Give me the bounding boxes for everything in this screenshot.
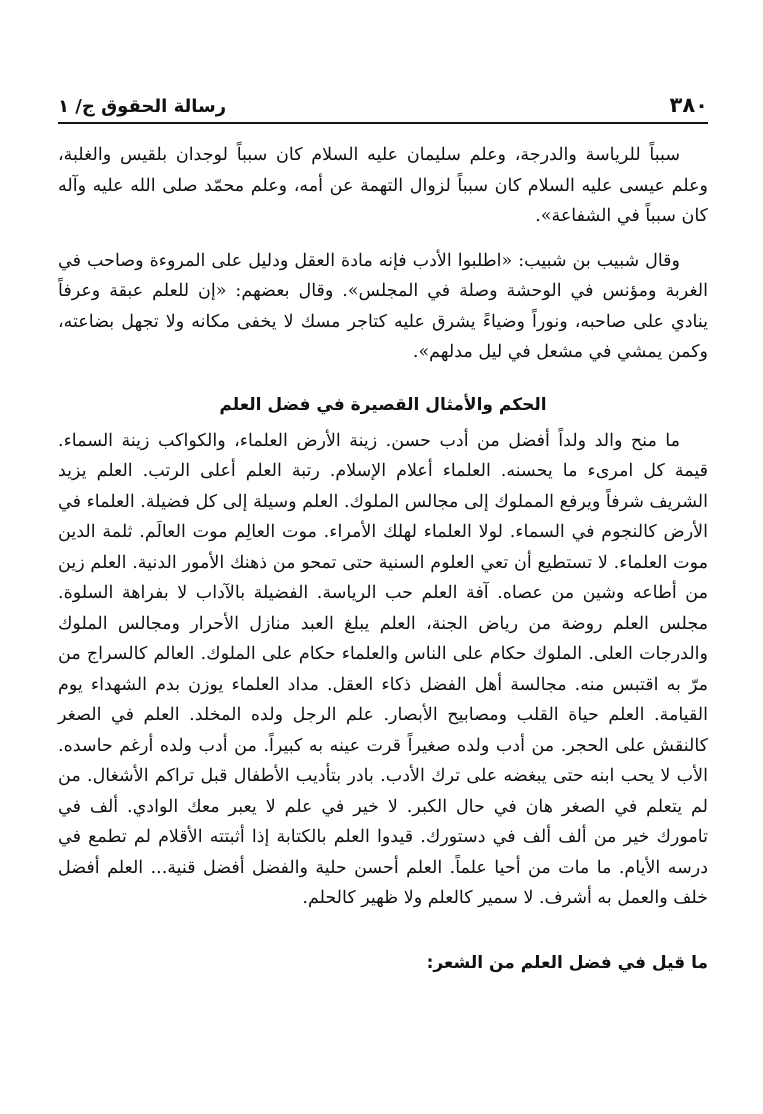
page-number: ٣٨٠ [669, 93, 708, 117]
paragraph: وقال شبيب بن شبيب: «اطلبوا الأدب فإنه مادة العقل ودليل على المروءة وصاحب في الغربة ومؤنس في الوحشة وصلة في المجلس». وقال بعضهم: «إن للعلم عبقة وعرفاً ينادي على صاحبه، ونوراً وضياءً يشرق عليه كتاجر مسك لا يخفى مكانه ولا تجهل بضاعته، وكمن يمشي في مشعل في ليل مدلهم». [58, 250, 708, 362]
running-header [58, 80, 708, 124]
section-paragraph: ما منح والد ولداً أفضل من أدب حسن. زينة الأرض العلماء، والكواكب زينة السماء. قيمة كل امرىء ما يحسنه. العلماء أعلام الإسلام. رتبة العلم أعلى الرتب. العلم يزيد الشريف شرفاً ويرفع المملوك إلى مجالس الملوك. العلم وسيلة إلى كل فضيلة. العلماء في الأرض كالنجوم في السماء. لولا العلماء لهلك الأمراء. موت العالِم موت العالَم. ثلمة الدين موت العلماء. لا تستطيع أن تعي العلوم السنية حتى تمحو من ذهنك الأمور الدنية. العلم زين من أطاعه وشين من عصاه. آفة العلم حب الرياسة. الفضيلة بالآداب لا بفراهة السلوة. مجلس العلم روضة من رياض الجنة، العلم يبلغ العبد منازل الأحرار ومجالس الملوك والدرجات العلى. الملوك حكام على الناس والعلماء حكام على الملوك. العالم كالسراج من مرّ به اقتبس منه. مجالسة أهل الفضل ذكاء العقل. مداد العلماء يوزن بدم الشهداء يوم القيامة. العلم حياة القلب ومصابيح الأبصار. علم الرجل ولده المخلد. العلم في الصغر كالنقش على الحجر. من أدب ولده صغيراً قرت عينه به كبيراً. من أدب ولده أرغم حاسده. الأب لا يحب ابنه حتى يبغضه على ترك الأدب. بادر بتأديب الأطفال قبل تراكم الأشغال. من لم يتعلم في الصغر هان في حال الكبر. لا خير في علم لا يعبر معك الوادي. ألف في تامورك خير من ألف ألف في دستورك. قيدوا العلم بالكتابة إذا أثبتته الأقلام لم تطمع في درسه الأيام. ما مات من أحيا علماً. العلم أحسن حلية والفضل أفضل قنية... العلم أفضل خلف والعمل به أشرف. لا سمير كالعلم ولا ظهير كالحلم. [58, 430, 708, 908]
book-page [58, 80, 708, 978]
paragraph: سبباً للرياسة والدرجة، وعلم سليمان عليه السلام كان سبباً لوجدان بلقيس والغلبة، وعلم عيسى عليه السلام كان سبباً لزوال التهمة عن أمه، وعلم محمّد صلى الله عليه وآله كان سبباً في الشفاعة». [58, 145, 708, 226]
poetry-subheading: ما قيل في فضل العلم من الشعر: [426, 952, 708, 973]
section-heading: الحكم والأمثال القصيرة في فضل العلم [219, 394, 547, 415]
header-title: رسالة الحقوق ج/ ١ [58, 96, 227, 117]
body-text [58, 140, 708, 978]
